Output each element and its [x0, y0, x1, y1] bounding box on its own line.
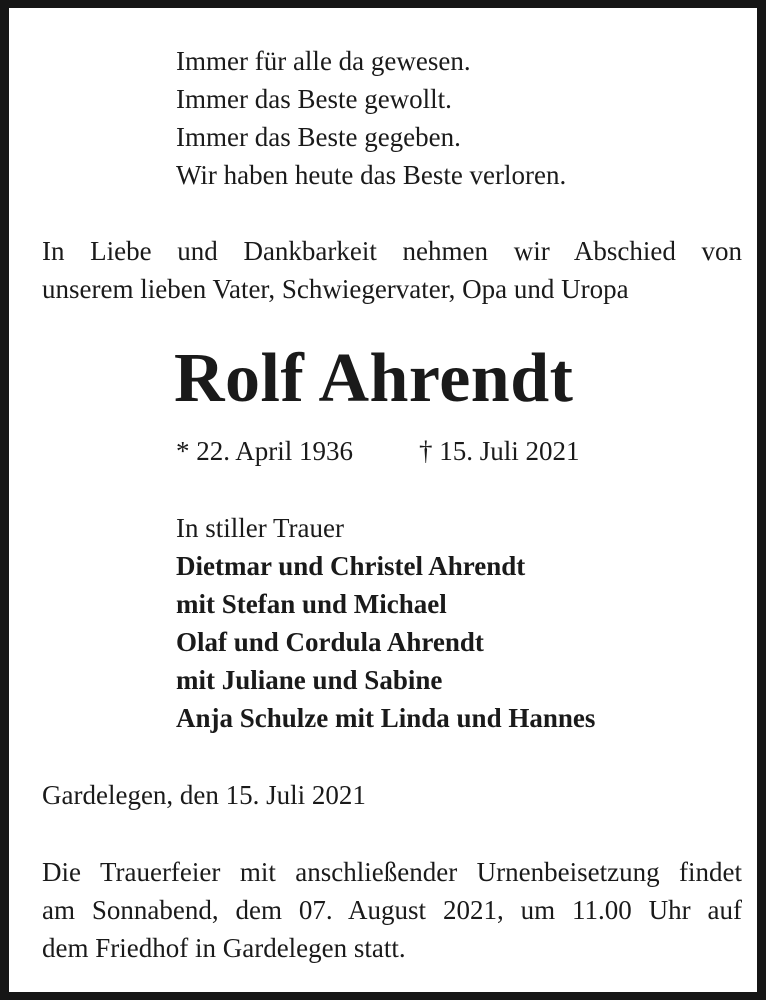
ceremony-line-3: dem Friedhof in Gardelegen statt.: [42, 933, 406, 963]
death-date: † 15. Juli 2021: [419, 436, 580, 466]
intro-line-2: unserem lieben Vater, Schwiegervater, Opa und Uropa: [42, 274, 629, 304]
mourners-heading: In stiller Trauer: [176, 513, 344, 543]
intro-line-1: In Liebe und Dankbarkeit nehmen wir Abschied von: [42, 236, 742, 266]
mourner-line-5: Anja Schulze mit Linda und Hannes: [176, 703, 596, 733]
motto-line-1: Immer für alle da gewesen.: [176, 46, 471, 76]
mourner-line-3: Olaf und Cordula Ahrendt: [176, 627, 484, 657]
deceased-name: Rolf Ahrendt: [174, 340, 574, 417]
birth-date: * 22. April 1936: [176, 436, 354, 466]
motto-line-2: Immer das Beste gewollt.: [176, 84, 452, 114]
motto-line-3: Immer das Beste gegeben.: [176, 122, 461, 152]
place-date: Gardelegen, den 15. Juli 2021: [42, 780, 366, 810]
ceremony-line-2: am Sonnabend, dem 07. August 2021, um 11.00 Uhr auf: [42, 895, 742, 925]
mourner-line-2: mit Stefan und Michael: [176, 589, 447, 619]
motto-line-4: Wir haben heute das Beste verloren.: [176, 160, 567, 190]
mourner-line-1: Dietmar und Christel Ahrendt: [176, 551, 526, 581]
ceremony-line-1: Die Trauerfeier mit anschließender Urnenbeisetzung findet: [42, 857, 742, 887]
mourner-line-4: mit Juliane und Sabine: [176, 665, 443, 695]
